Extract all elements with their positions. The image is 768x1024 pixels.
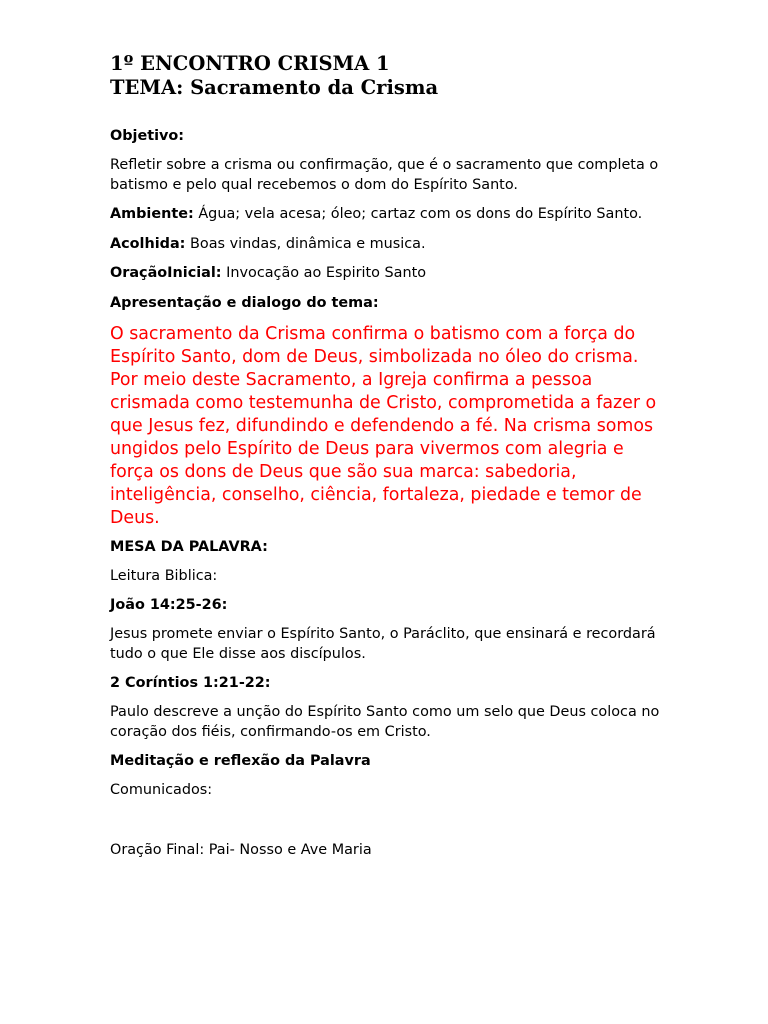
document-page [110, 52, 670, 870]
oracao-inicial-text: Invocação ao Espirito Santo [221, 265, 427, 281]
oracao-inicial-label: OraçãoInicial: [110, 265, 222, 281]
corintios-reference: 2 Coríntios 1:21-22: [110, 675, 271, 691]
comunicados-text: Comunicados: [110, 782, 213, 798]
joao-reference: João 14:25-26: [110, 597, 228, 613]
leitura-biblica-text: Leitura Biblica: [110, 567, 218, 584]
oracao-final-text: Oração Final: Pai- Nosso e Ave Maria [110, 841, 372, 858]
joao-text: Jesus promete enviar o Espírito Santo, o Paráclito, que ensinará e recordará tudo o que Ele disse aos discípulos. [110, 626, 656, 662]
ambiente-label: Ambiente: [110, 206, 194, 222]
corintios-text: Paulo descreve a unção do Espírito Santo como um selo que Deus coloca no coração dos fiéis, confirmando-os em Cristo. [110, 704, 660, 740]
acolhida-text: Boas vindas, dinâmica e musica. [185, 235, 426, 252]
apresentacao-label: Apresentação e dialogo do tema: [110, 294, 379, 311]
document-theme: TEMA: Sacramento da Crisma [110, 76, 439, 99]
document-title: 1º ENCONTRO CRISMA 1 [110, 52, 390, 75]
objetivo-label: Objetivo: [110, 128, 185, 144]
ambiente-text: Água; vela acesa; óleo; cartaz com os dons do Espírito Santo. [193, 206, 643, 222]
ambiente-paragraph [110, 205, 670, 225]
apresentacao-text: O sacramento da Crisma confirma o batismo com a força do Espírito Santo, dom de Deus, simbolizada no óleo do crisma. Por meio deste Sacramento, a Igreja confirma a pessoa crismada como testemunha de Cristo, comprometida a fazer o que Jesus fez, difundindo e defendendo a fé. Na crisma somos ungidos pelo Espírito de Deus para vivermos com alegria e força os dons de Deus que são sua marca: sabedoria, inteligência, conselho, ciência, fortaleza, piedade e temor de Deus. [110, 323, 657, 528]
mesa-palavra-label: MESA DA PALAVRA: [110, 538, 268, 555]
oracao-inicial-paragraph [110, 264, 670, 284]
acolhida-paragraph [110, 235, 670, 255]
acolhida-label: Acolhida: [110, 235, 186, 252]
objetivo-text: Refletir sobre a crisma ou confirmação, que é o sacramento que completa o batismo e pelo qual recebemos o dom do Espírito Santo. [110, 157, 659, 193]
meditacao-label: Meditação e reflexão da Palavra [110, 753, 371, 769]
